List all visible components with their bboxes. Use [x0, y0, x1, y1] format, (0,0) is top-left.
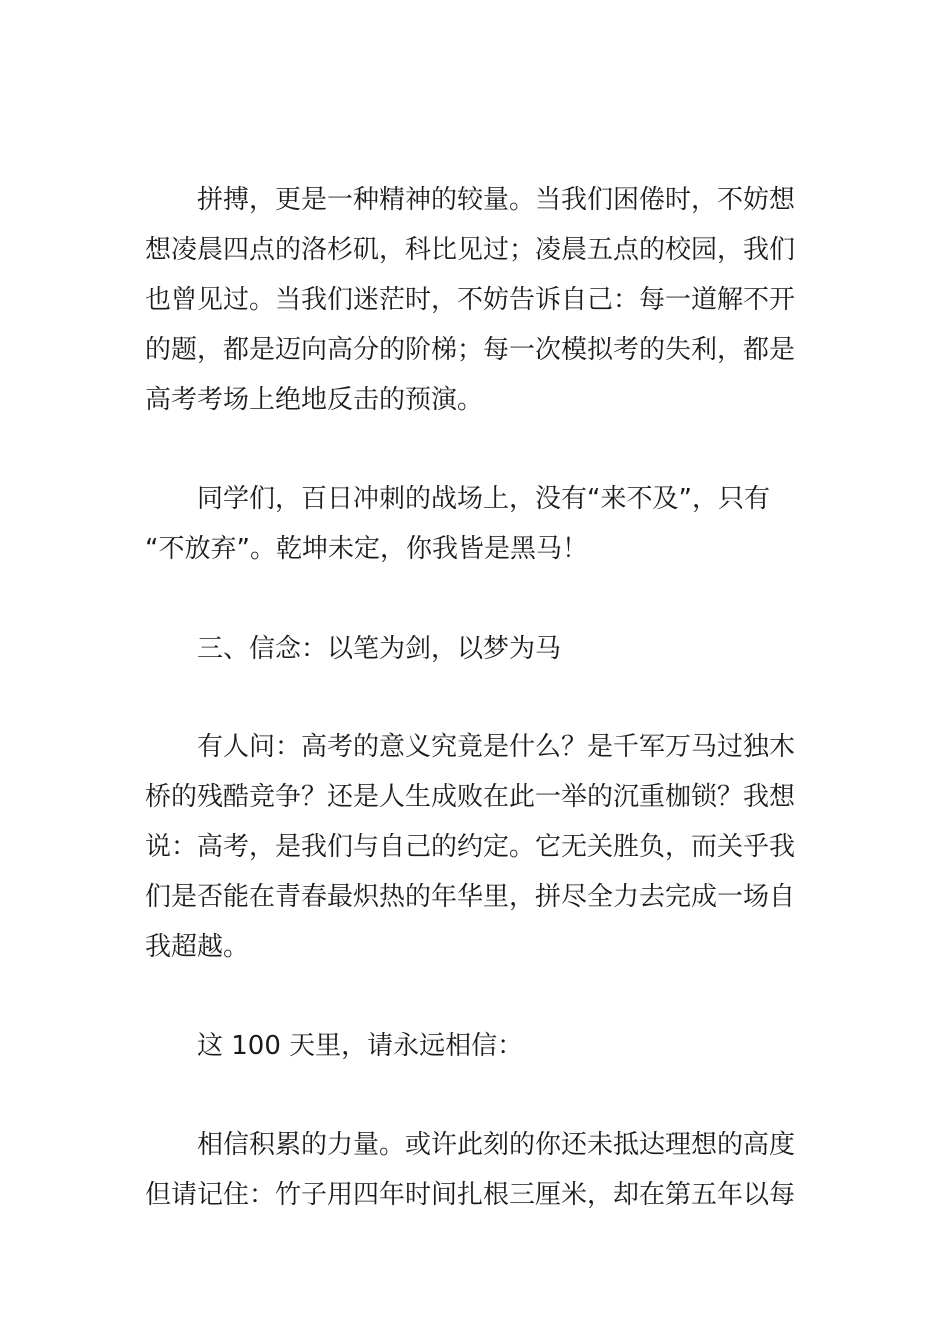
section-heading — [145, 624, 825, 674]
text-line: 想凌晨四点的洛杉矶，科比见过；凌晨五点的校园，我们 — [145, 235, 796, 265]
text-line: 但请记住：竹子用四年时间扎根三厘米，却在第五年以每 — [145, 1180, 796, 1210]
text-line: 相信积累的力量。或许此刻的你还未抵达理想的高度 — [197, 1130, 796, 1160]
text-line: 这 100 天里，请永远相信： — [197, 1031, 524, 1061]
text-line: 们是否能在青春最炽热的年华里，拼尽全力去完成一场自 — [145, 882, 796, 912]
text-line: 拼搏，更是一种精神的较量。当我们困倦时，不妨想 — [197, 185, 796, 215]
text-line: 的题，都是迈向高分的阶梯；每一次模拟考的失利，都是 — [145, 335, 796, 365]
text-line: 也曾见过。当我们迷茫时，不妨告诉自己：每一道解不开 — [145, 285, 796, 315]
text-line: 桥的残酷竞争？还是人生成败在此一举的沉重枷锁？我想 — [145, 782, 796, 812]
paragraph-classmates — [145, 474, 825, 574]
text-line: 有人问：高考的意义究竟是什么？是千军万马过独木 — [197, 732, 796, 762]
text-line: 同学们，百日冲刺的战场上，没有“来不及”，只有 — [197, 484, 770, 514]
text-line: 高考考场上绝地反击的预演。 — [145, 385, 484, 415]
paragraph-accumulation — [145, 1120, 825, 1220]
text-line: 我超越。 — [145, 932, 250, 962]
text-line: 说：高考，是我们与自己的约定。它无关胜负，而关乎我 — [145, 832, 796, 862]
paragraph-meaning — [145, 722, 825, 972]
section-title: 三、信念：以笔为剑，以梦为马 — [197, 634, 562, 664]
paragraph-believe — [145, 1021, 825, 1071]
paragraph-struggle — [145, 175, 825, 425]
text-line: “不放弃”。乾坤未定，你我皆是黑马！ — [145, 534, 588, 564]
